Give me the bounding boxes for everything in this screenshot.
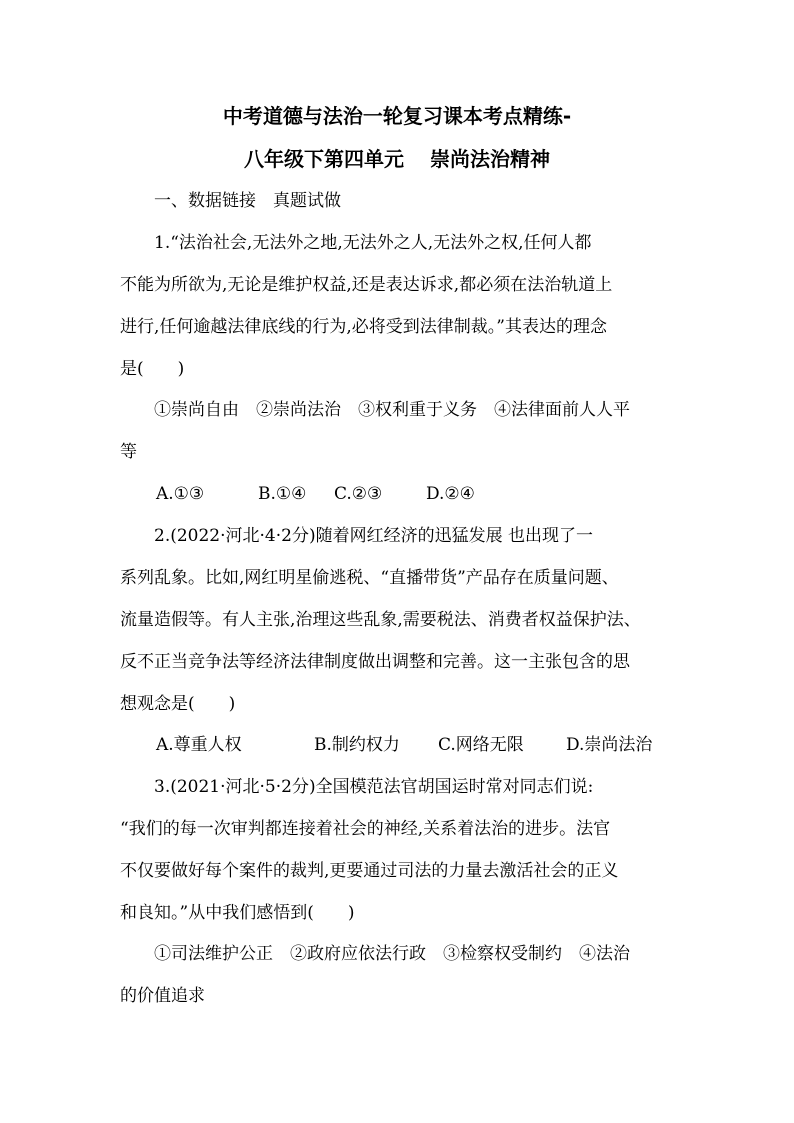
q1-stem-line: 不能为所欲为,无论是维护权益,还是表达诉求,都必须在法治轨道上 — [120, 275, 613, 295]
q1-option-b: B.①④ — [258, 484, 307, 504]
q1-option-a: A.①③ — [156, 484, 205, 504]
document-title: 中考道德与法治一轮复习课本考点精练- — [222, 104, 572, 128]
q2-option-b: B.制约权力 — [314, 735, 400, 755]
subtitle-topic: 崇尚法治精神 — [430, 147, 550, 171]
q1-stem-line: 1.“法治社会,无法外之地,无法外之人,无法外之权,任何人都 — [154, 233, 592, 253]
q1-stem-line: 是( ) — [120, 359, 185, 379]
section-heading: 一、数据链接 真题试做 — [154, 191, 341, 211]
q3-statements: ①司法维护公正 ②政府应依法行政 ③检察权受制约 ④法治 — [154, 944, 630, 964]
document-subtitle — [0, 147, 794, 171]
q2-stem-line: 2.(2022·河北·4·2分)随着网红经济的迅猛发展 也出现了一 — [154, 526, 593, 546]
q2-stem-line: 想观念是( ) — [120, 694, 236, 714]
q2-stem-line: 反不正当竞争法等经济法律制度做出调整和完善。这一主张包含的思 — [120, 652, 630, 672]
q2-stem-line: 系列乱象。比如,网红明星偷逃税、“直播带货”产品存在质量问题、 — [120, 568, 619, 588]
q1-stem-line: 进行,任何逾越法律底线的行为,必将受到法律制裁。”其表达的理念 — [120, 317, 607, 337]
q1-statements: ①崇尚自由 ②崇尚法治 ③权利重于义务 ④法律面前人人平 — [154, 400, 630, 420]
q2-option-a: A.尊重人权 — [156, 735, 242, 755]
q3-stem-line: 不仅要做好每个案件的裁判,更要通过司法的力量去激活社会的正义 — [120, 861, 619, 881]
q1-option-c: C.②③ — [334, 484, 383, 504]
q1-option-d: D.②④ — [426, 484, 475, 504]
q3-stem-line: 3.(2021·河北·5·2分)全国模范法官胡国运时常对同志们说: — [154, 777, 594, 797]
q2-option-c: C.网络无限 — [438, 735, 524, 755]
subtitle-grade-unit: 八年级下第四单元 — [244, 147, 404, 171]
q2-option-d: D.崇尚法治 — [566, 735, 653, 755]
q1-statements: 等 — [120, 442, 137, 462]
q2-stem-line: 流量造假等。有人主张,治理这些乱象,需要税法、消费者权益保护法、 — [120, 610, 641, 630]
q3-statements: 的价值追求 — [120, 986, 205, 1006]
q3-stem-line: “我们的每一次审判都连接着社会的神经,关系着法治的进步。法官 — [120, 819, 611, 839]
q3-stem-line: 和良知。”从中我们感悟到( ) — [120, 903, 355, 923]
